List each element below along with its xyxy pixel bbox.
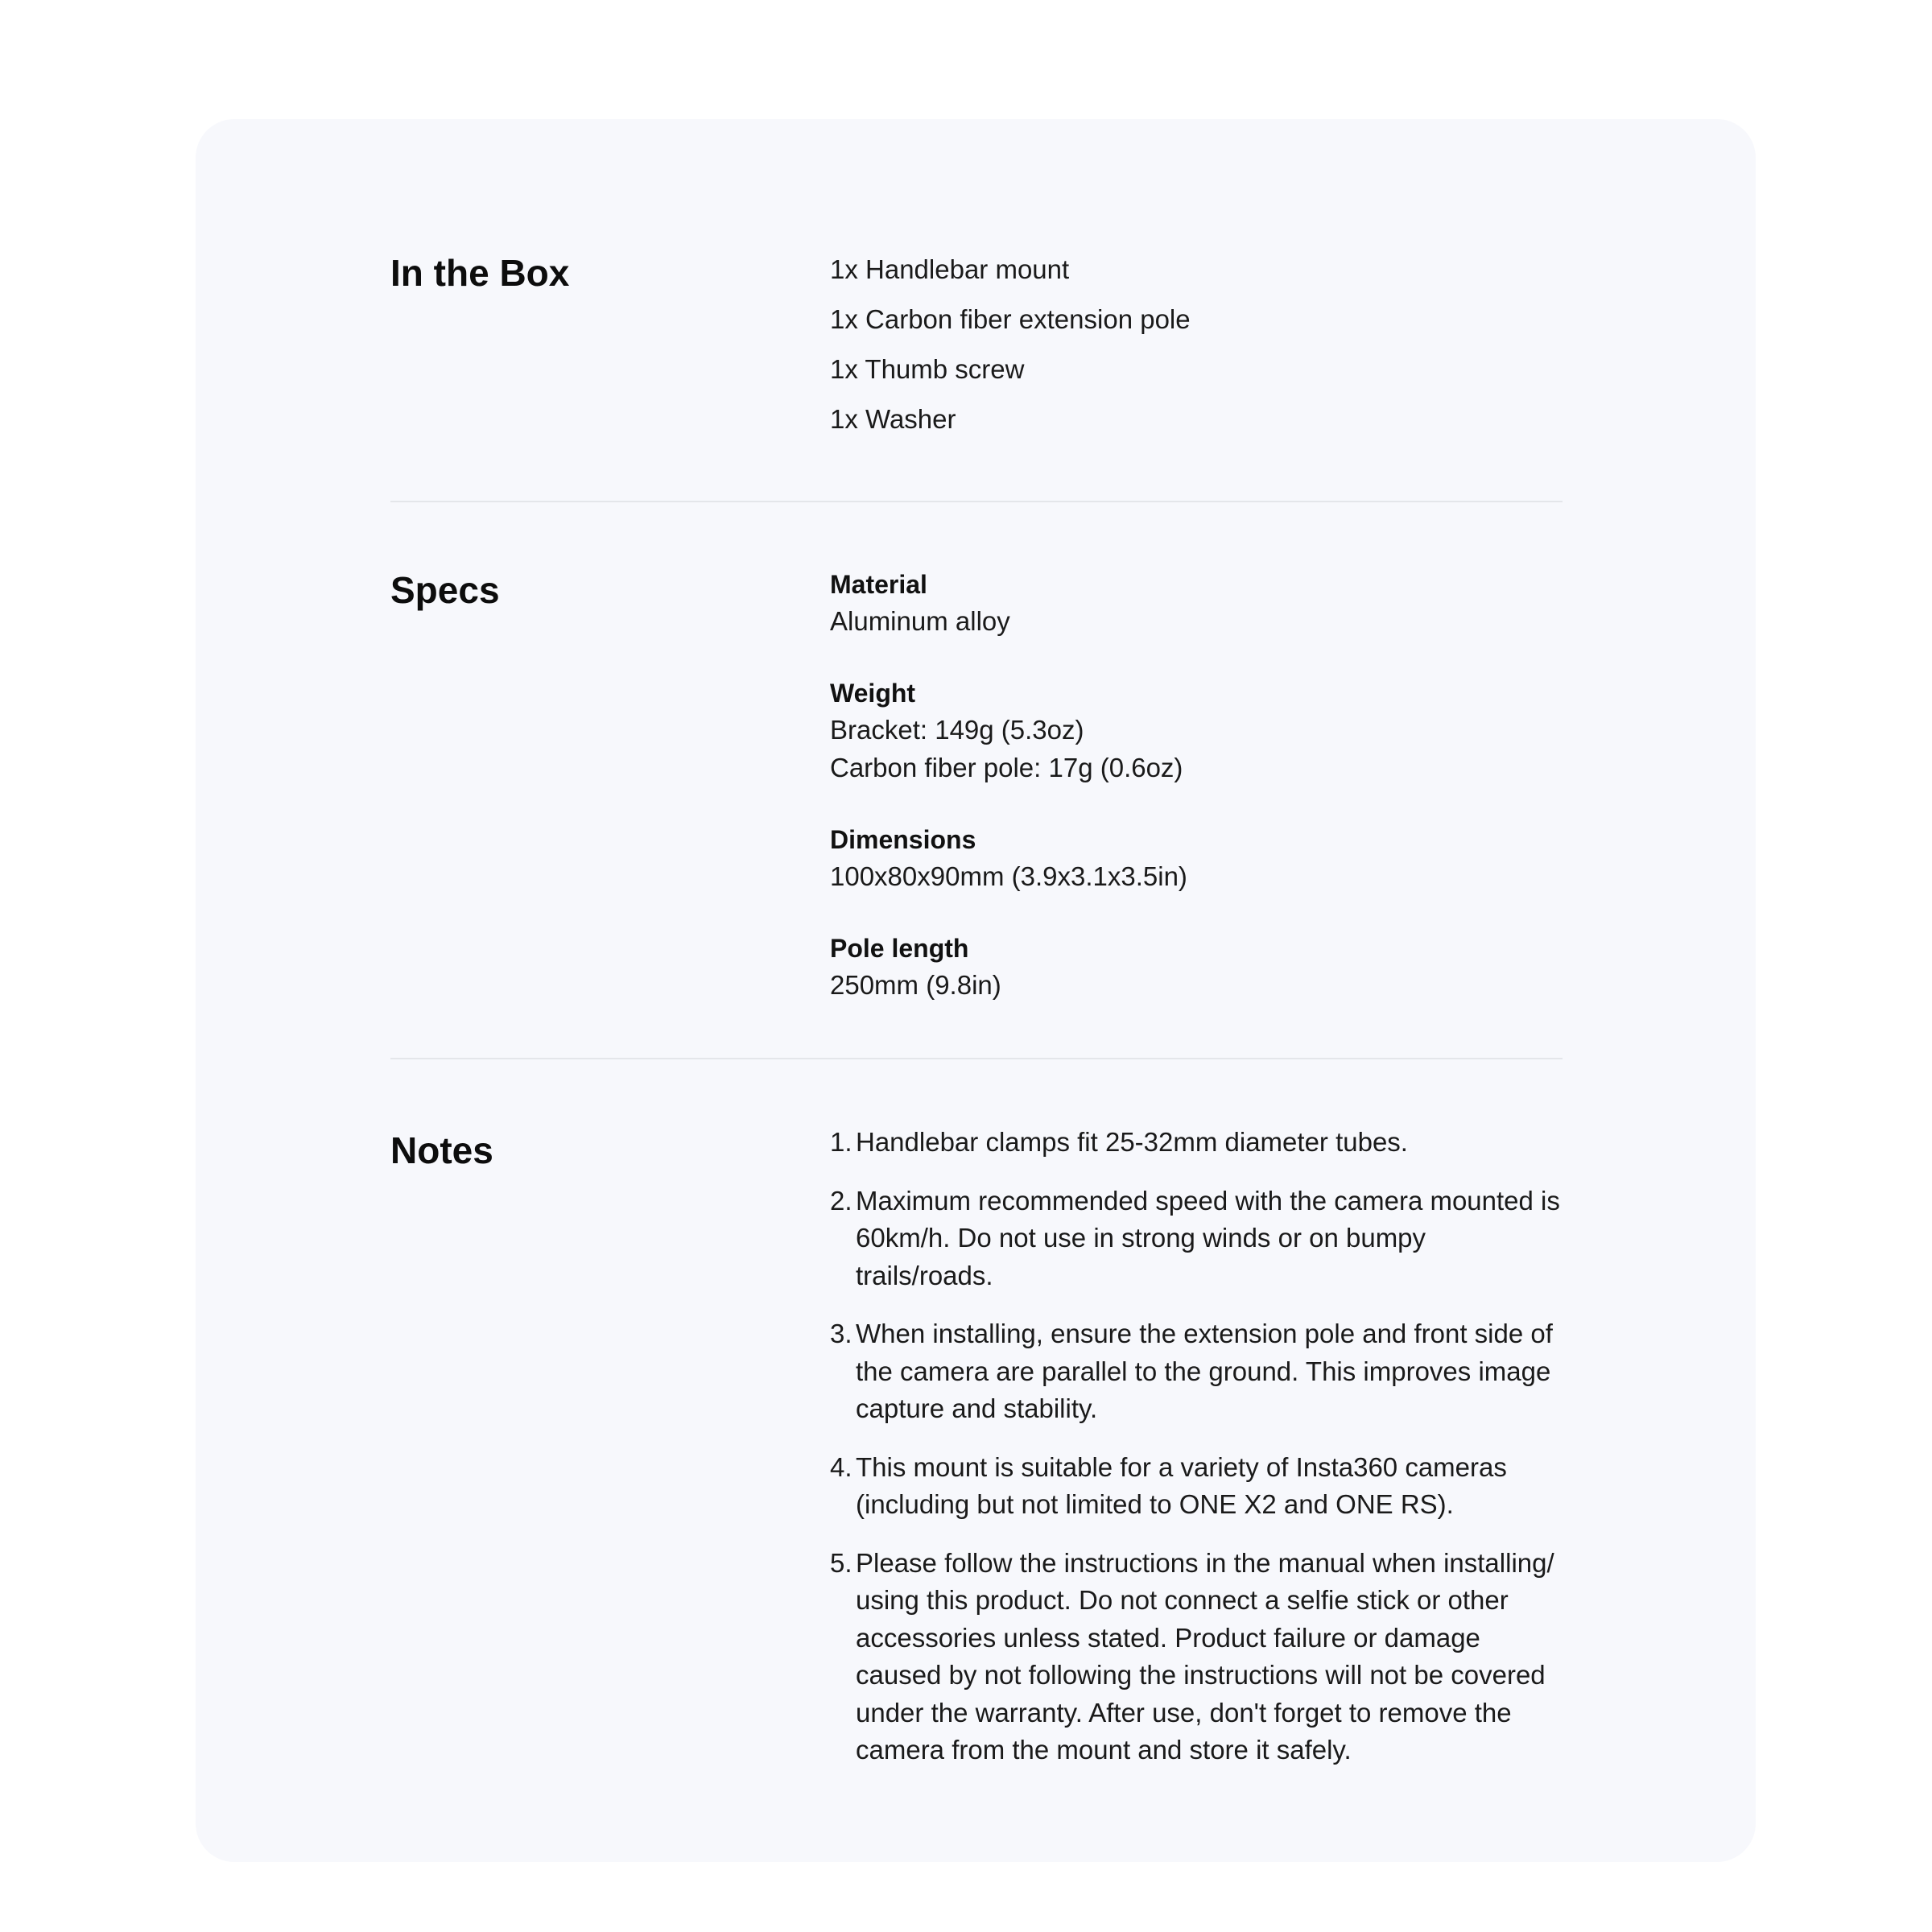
box-item-handlebar-mount: 1x Handlebar mount	[830, 254, 1070, 284]
specs-list	[830, 567, 1563, 1039]
spec-label: Weight	[830, 679, 916, 708]
box-item-washer: 1x Washer	[830, 404, 956, 434]
section-divider	[390, 501, 1563, 502]
note-number: 1.	[830, 1127, 852, 1157]
list-item	[830, 1124, 1563, 1162]
spec-pole-length	[830, 931, 1563, 1004]
spec-material	[830, 567, 1563, 640]
note-text: Maximum recommended speed with the camera mounted is 60km/h. Do not use in strong winds or on bumpy trails/roads.	[856, 1185, 1560, 1290]
list-item	[830, 1315, 1563, 1428]
product-info-card	[196, 119, 1756, 1862]
spec-label: Dimensions	[830, 825, 976, 854]
note-number: 4.	[830, 1451, 852, 1482]
in-the-box-list	[830, 245, 1563, 444]
box-item-extension-pole: 1x Carbon fiber extension pole	[830, 304, 1191, 334]
box-item-thumb-screw: 1x Thumb screw	[830, 354, 1025, 384]
notes-title: Notes	[390, 1129, 493, 1171]
specs-section	[390, 568, 1563, 1132]
spec-value: Aluminum alloy	[830, 606, 1010, 636]
spec-label: Pole length	[830, 934, 969, 963]
notes-list	[830, 1124, 1563, 1790]
note-number: 5.	[830, 1547, 852, 1578]
note-text: This mount is suitable for a variety of Insta360 cameras (including but not limited to ONE X2 and ONE RS).	[856, 1451, 1507, 1519]
spec-value: Carbon fiber pole: 17g (0.6oz)	[830, 753, 1183, 782]
list-item	[830, 1183, 1563, 1295]
list-item	[830, 1449, 1563, 1524]
notes-section	[390, 1129, 1563, 1837]
spec-dimensions	[830, 822, 1563, 895]
in-the-box-section	[390, 251, 1563, 573]
note-number: 2.	[830, 1185, 852, 1216]
note-number: 3.	[830, 1319, 852, 1348]
spec-weight	[830, 675, 1563, 786]
list-item	[830, 1545, 1563, 1769]
note-text: When installing, ensure the extension pole and front side of the camera are parallel to the ground. This improves image capture and stability.	[856, 1319, 1553, 1423]
spec-label: Material	[830, 570, 927, 599]
specs-title: Specs	[390, 569, 500, 611]
note-text: Handlebar clamps fit 25-32mm diameter tubes.	[856, 1127, 1408, 1157]
in-the-box-title: In the Box	[390, 252, 570, 294]
note-text: Please follow the instructions in the manual when installing/ using this product. Do not connect a selfie stick or other accessories unless stated. Product failure or damage caused by not following the instructions will not be covered under the warranty. After use, don't forget to remove the camera from the mount and store it safely.	[856, 1547, 1554, 1765]
spec-value: Bracket: 149g (5.3oz)	[830, 715, 1084, 745]
spec-value: 100x80x90mm (3.9x3.1x3.5in)	[830, 861, 1187, 891]
section-divider	[390, 1058, 1563, 1059]
spec-value: 250mm (9.8in)	[830, 970, 1001, 1000]
